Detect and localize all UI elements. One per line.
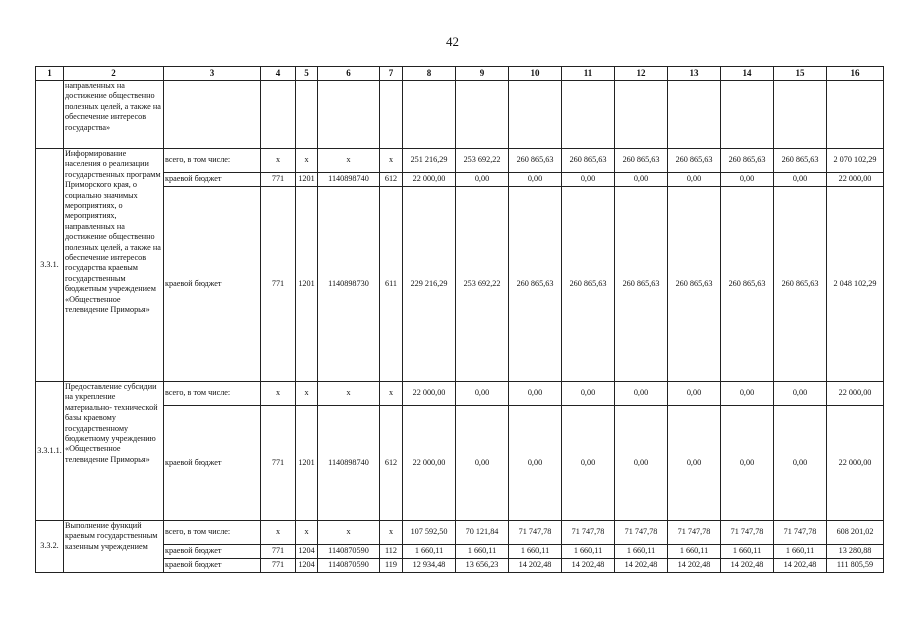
cell: 1 660,11 xyxy=(509,545,562,559)
cell: 0,00 xyxy=(562,382,615,406)
cell: x xyxy=(261,149,296,173)
col-header: 13 xyxy=(668,67,721,81)
cell: 260 865,63 xyxy=(668,149,721,173)
item-name: Информирование населения о реализации государственных программ Приморского края, о социально значимых мероприятиях, о мероприятиях, направленных на достижение общественно полезных целей, а также на обеспечение интересов государства краевым государственным бюджетным учреждением «Общественное телевидение Приморья» xyxy=(64,149,164,382)
budget-table xyxy=(35,66,884,573)
cell: 0,00 xyxy=(721,173,774,187)
cell xyxy=(36,81,64,149)
cell: 22 000,00 xyxy=(827,173,884,187)
cell: 13 656,23 xyxy=(456,559,509,573)
table-row xyxy=(36,382,884,406)
cell: 22 000,00 xyxy=(403,173,456,187)
page-number: 42 xyxy=(446,34,459,49)
funding-source: краевой бюджет xyxy=(164,406,261,521)
cell: 107 592,50 xyxy=(403,521,456,545)
cell: 71 747,78 xyxy=(721,521,774,545)
cell: 612 xyxy=(380,173,403,187)
cell: 260 865,63 xyxy=(615,149,668,173)
cell: x xyxy=(380,521,403,545)
cell: 253 692,22 xyxy=(456,187,509,382)
cell: 0,00 xyxy=(509,382,562,406)
table-row xyxy=(36,545,884,559)
funding-source: всего, в том числе: xyxy=(164,149,261,173)
cell: x xyxy=(318,521,380,545)
cell: 1140898730 xyxy=(318,187,380,382)
cell: 14 202,48 xyxy=(721,559,774,573)
cell: 1204 xyxy=(296,559,318,573)
cell: 1140898740 xyxy=(318,406,380,521)
cell: 71 747,78 xyxy=(615,521,668,545)
cell: 0,00 xyxy=(509,406,562,521)
cell: 14 202,48 xyxy=(668,559,721,573)
cell: 1201 xyxy=(296,187,318,382)
cell: x xyxy=(380,382,403,406)
cell: 771 xyxy=(261,559,296,573)
col-header: 15 xyxy=(774,67,827,81)
funding-source: краевой бюджет xyxy=(164,545,261,559)
cell: 253 692,22 xyxy=(456,149,509,173)
cell: 260 865,63 xyxy=(774,149,827,173)
cell: 0,00 xyxy=(456,382,509,406)
cell: 1 660,11 xyxy=(774,545,827,559)
cell: 1204 xyxy=(296,545,318,559)
cell: 229 216,29 xyxy=(403,187,456,382)
cell: 1 660,11 xyxy=(403,545,456,559)
col-header: 16 xyxy=(827,67,884,81)
item-code: 3.3.1.1. xyxy=(36,382,64,521)
col-header: 4 xyxy=(261,67,296,81)
cell: 0,00 xyxy=(562,173,615,187)
col-header: 5 xyxy=(296,67,318,81)
cell: x xyxy=(261,521,296,545)
cell: 771 xyxy=(261,406,296,521)
cell: 71 747,78 xyxy=(668,521,721,545)
col-header: 11 xyxy=(562,67,615,81)
cell: 260 865,63 xyxy=(562,187,615,382)
cell: 71 747,78 xyxy=(509,521,562,545)
cell: x xyxy=(261,382,296,406)
cell: 260 865,63 xyxy=(774,187,827,382)
cell: 0,00 xyxy=(615,382,668,406)
col-header: 3 xyxy=(164,67,261,81)
item-name: направленных на достижение общественно полезных целей, а также на обеспечение интересов государства» xyxy=(64,81,164,149)
cell: 251 216,29 xyxy=(403,149,456,173)
col-header: 6 xyxy=(318,67,380,81)
cell: 2 048 102,29 xyxy=(827,187,884,382)
funding-source: всего, в том числе: xyxy=(164,382,261,406)
cell: 0,00 xyxy=(774,173,827,187)
cell: 771 xyxy=(261,187,296,382)
table-row xyxy=(36,559,884,573)
cell: 260 865,63 xyxy=(615,187,668,382)
cell: 260 865,63 xyxy=(721,149,774,173)
col-header: 12 xyxy=(615,67,668,81)
cell: 1 660,11 xyxy=(562,545,615,559)
table-row xyxy=(36,521,884,545)
cell: 0,00 xyxy=(774,382,827,406)
cell: 1 660,11 xyxy=(456,545,509,559)
cell: 1140898740 xyxy=(318,173,380,187)
cell: 1140870590 xyxy=(318,545,380,559)
cell: 771 xyxy=(261,545,296,559)
cell: 1 660,11 xyxy=(615,545,668,559)
cell: 260 865,63 xyxy=(509,149,562,173)
cell: 0,00 xyxy=(615,406,668,521)
cell: 260 865,63 xyxy=(509,187,562,382)
cell: 14 202,48 xyxy=(615,559,668,573)
cell: 22 000,00 xyxy=(403,382,456,406)
cell: x xyxy=(318,149,380,173)
cell: 0,00 xyxy=(721,382,774,406)
cell: 0,00 xyxy=(562,406,615,521)
cell: 260 865,63 xyxy=(721,187,774,382)
cell: 260 865,63 xyxy=(562,149,615,173)
cell: 611 xyxy=(380,187,403,382)
cell: 0,00 xyxy=(509,173,562,187)
cell: x xyxy=(296,149,318,173)
cell: 22 000,00 xyxy=(403,406,456,521)
cell: 119 xyxy=(380,559,403,573)
table-row xyxy=(36,187,884,382)
cell: 1 660,11 xyxy=(721,545,774,559)
cell: 0,00 xyxy=(721,406,774,521)
cell: 0,00 xyxy=(668,173,721,187)
cell: 112 xyxy=(380,545,403,559)
cell: 0,00 xyxy=(456,406,509,521)
item-name: Выполнение функций краевым государственным казенным учреждением xyxy=(64,521,164,573)
cell: x xyxy=(296,382,318,406)
col-header: 9 xyxy=(456,67,509,81)
cell: 2 070 102,29 xyxy=(827,149,884,173)
col-header: 8 xyxy=(403,67,456,81)
item-name: Предоставление субсидии на укрепление материально- технической базы краевому государственному бюджетному учреждению «Общественное телевидение Приморья» xyxy=(64,382,164,521)
cell: 22 000,00 xyxy=(827,382,884,406)
col-header: 7 xyxy=(380,67,403,81)
cell: 13 280,88 xyxy=(827,545,884,559)
cell: 71 747,78 xyxy=(774,521,827,545)
cell: 111 805,59 xyxy=(827,559,884,573)
cell: 260 865,63 xyxy=(668,187,721,382)
col-header: 10 xyxy=(509,67,562,81)
cell: 612 xyxy=(380,406,403,521)
table-row xyxy=(36,173,884,187)
cell: 771 xyxy=(261,173,296,187)
cell: 608 201,02 xyxy=(827,521,884,545)
cell: 14 202,48 xyxy=(774,559,827,573)
table-row xyxy=(36,149,884,173)
funding-source: всего, в том числе: xyxy=(164,521,261,545)
table-row xyxy=(36,406,884,521)
col-header: 2 xyxy=(64,67,164,81)
cell: 1201 xyxy=(296,406,318,521)
cell: 70 121,84 xyxy=(456,521,509,545)
cell: 0,00 xyxy=(615,173,668,187)
table-row xyxy=(36,81,884,149)
item-code: 3.3.1. xyxy=(36,149,64,382)
cell: 0,00 xyxy=(668,382,721,406)
funding-source: краевой бюджет xyxy=(164,173,261,187)
funding-source: краевой бюджет xyxy=(164,559,261,573)
cell: 14 202,48 xyxy=(509,559,562,573)
cell: 0,00 xyxy=(456,173,509,187)
cell: 12 934,48 xyxy=(403,559,456,573)
cell: 71 747,78 xyxy=(562,521,615,545)
cell: x xyxy=(318,382,380,406)
cell: 14 202,48 xyxy=(562,559,615,573)
item-code: 3.3.2. xyxy=(36,521,64,573)
cell: 0,00 xyxy=(668,406,721,521)
header-row xyxy=(36,67,884,81)
cell: 0,00 xyxy=(774,406,827,521)
cell: 1140870590 xyxy=(318,559,380,573)
cell: x xyxy=(380,149,403,173)
col-header: 1 xyxy=(36,67,64,81)
col-header: 14 xyxy=(721,67,774,81)
cell: 1 660,11 xyxy=(668,545,721,559)
cell: 1201 xyxy=(296,173,318,187)
cell: x xyxy=(296,521,318,545)
funding-source: краевой бюджет xyxy=(164,187,261,382)
cell: 22 000,00 xyxy=(827,406,884,521)
